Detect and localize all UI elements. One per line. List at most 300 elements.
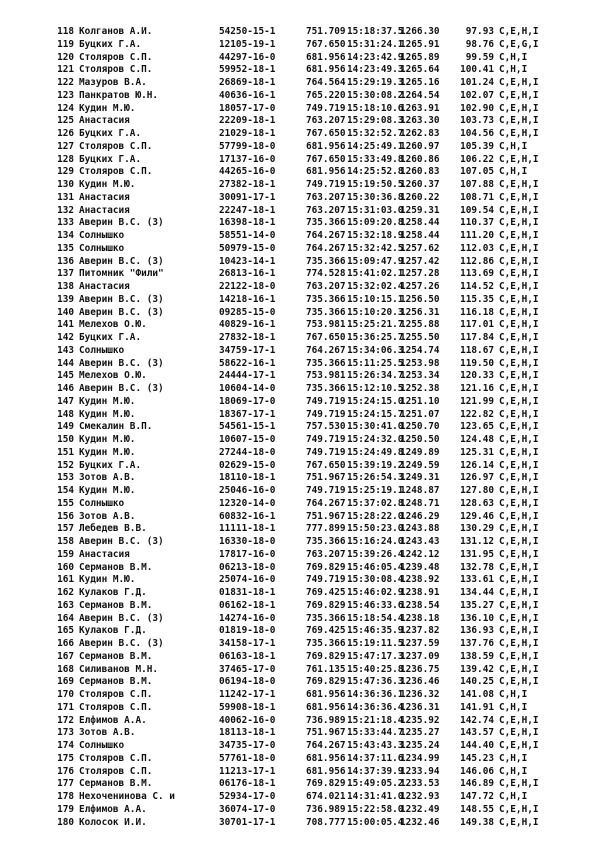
- score-cell: 139.42: [460, 663, 494, 675]
- speed-cell: 1238.91: [400, 587, 440, 598]
- distance-cell: 767.650: [306, 38, 346, 50]
- distance-cell: 763.207: [306, 115, 346, 127]
- ring-number-cell: 58622-16-1: [219, 357, 276, 369]
- ring-number-cell: 12320-14-0: [219, 497, 276, 509]
- categories-cell: C,E,H,I: [499, 434, 539, 445]
- distance-cell: 763.207: [306, 204, 346, 216]
- speed-cell: 1260.22: [400, 191, 440, 203]
- speed-cell: 1235.27: [400, 727, 440, 739]
- distance-cell: 753.981: [306, 370, 346, 382]
- place-cell: 156: [57, 510, 74, 522]
- arrival-time-cell: 15:40:25.8: [347, 663, 404, 675]
- arrival-time-cell: 15:28:22.0: [347, 510, 404, 522]
- table-row: [0, 791, 600, 804]
- categories-cell: C,E,H,I: [499, 102, 539, 114]
- distance-cell: 681.956: [306, 689, 346, 700]
- table-row: [0, 115, 600, 128]
- speed-cell: 1250.50: [400, 434, 440, 445]
- place-cell: 165: [57, 625, 74, 637]
- table-row: [0, 817, 600, 830]
- ring-number-cell: 02629-15-0: [219, 459, 276, 471]
- arrival-time-cell: 15:10:20.3: [347, 306, 404, 318]
- distance-cell: 767.650: [306, 332, 346, 343]
- categories-cell: C,E,H,I: [499, 650, 539, 662]
- arrival-time-cell: 15:32:02.4: [347, 281, 404, 292]
- score-cell: 119.50: [460, 357, 494, 369]
- table-row: [0, 523, 600, 536]
- table-row: [0, 64, 600, 77]
- arrival-time-cell: 15:34:06.3: [347, 344, 404, 356]
- distance-cell: 763.207: [306, 548, 346, 560]
- place-cell: 132: [57, 204, 74, 216]
- score-cell: 107.05: [460, 166, 494, 178]
- table-row: [0, 217, 600, 230]
- table-row: [0, 52, 600, 65]
- distance-cell: 681.956: [306, 166, 346, 178]
- categories-cell: C,E,H,I: [499, 332, 539, 343]
- owner-name-cell: Буцких Г.А.: [79, 128, 142, 139]
- table-row: [0, 256, 600, 269]
- ring-number-cell: 57761-18-0: [219, 752, 276, 764]
- categories-cell: C,E,H,I: [499, 77, 539, 88]
- speed-cell: 1233.53: [400, 778, 440, 790]
- place-cell: 139: [57, 293, 74, 305]
- speed-cell: 1260.86: [400, 153, 440, 165]
- owner-name-cell: Смекалин В.П.: [79, 421, 153, 433]
- distance-cell: 735.366: [306, 357, 346, 369]
- distance-cell: 735.366: [306, 217, 346, 229]
- place-cell: 155: [57, 497, 74, 509]
- arrival-time-cell: 15:00:05.4: [347, 816, 404, 828]
- distance-cell: 735.366: [306, 638, 346, 649]
- distance-cell: 735.366: [306, 293, 346, 305]
- table-row: [0, 447, 600, 460]
- categories-cell: C,E,H,I: [499, 115, 539, 127]
- arrival-time-cell: 15:24:49.8: [347, 446, 404, 458]
- ring-number-cell: 09285-15-0: [219, 306, 276, 318]
- owner-name-cell: Зотов А.В.: [79, 472, 136, 484]
- categories-cell: C,E,H,I: [499, 306, 539, 318]
- owner-name-cell: Аверин В.С. (З): [79, 536, 164, 547]
- categories-cell: C,E,H,I: [499, 612, 539, 624]
- score-cell: 136.93: [460, 625, 494, 637]
- table-row: [0, 90, 600, 103]
- table-row: [0, 103, 600, 116]
- distance-cell: 681.956: [306, 140, 346, 152]
- ring-number-cell: 17817-16-0: [219, 548, 276, 560]
- ring-number-cell: 34158-17-1: [219, 638, 276, 649]
- distance-cell: 764.267: [306, 344, 346, 356]
- categories-cell: C,E,H,I: [499, 803, 539, 815]
- speed-cell: 1264.54: [400, 89, 440, 101]
- score-cell: 102.07: [460, 89, 494, 101]
- speed-cell: 1249.89: [400, 446, 440, 458]
- distance-cell: 749.719: [306, 434, 346, 445]
- owner-name-cell: Кудин М.Ю.: [79, 485, 136, 496]
- table-row: [0, 804, 600, 817]
- owner-name-cell: Анастасия: [79, 115, 130, 127]
- arrival-time-cell: 15:11:25.5: [347, 357, 404, 369]
- distance-cell: 681.956: [306, 765, 346, 777]
- place-cell: 171: [57, 701, 74, 713]
- speed-cell: 1256.31: [400, 306, 440, 318]
- table-row: [0, 179, 600, 192]
- score-cell: 148.55: [460, 803, 494, 815]
- owner-name-cell: Кудин М.Ю.: [79, 574, 136, 586]
- table-row: [0, 702, 600, 715]
- categories-cell: C,E,H,I: [499, 179, 539, 190]
- ring-number-cell: 27832-18-1: [219, 332, 276, 343]
- results-listing: [0, 26, 600, 829]
- place-cell: 168: [57, 663, 74, 675]
- table-row: [0, 549, 600, 562]
- distance-cell: 753.981: [306, 319, 346, 331]
- table-row: [0, 77, 600, 90]
- speed-cell: 1237.82: [400, 625, 440, 637]
- table-row: [0, 740, 600, 753]
- categories-cell: C,E,H,I: [499, 778, 539, 790]
- speed-cell: 1233.94: [400, 765, 440, 777]
- table-row: [0, 128, 600, 141]
- score-cell: 121.16: [460, 383, 494, 394]
- arrival-time-cell: 15:25:21.7: [347, 319, 404, 331]
- arrival-time-cell: 15:47:17.3: [347, 650, 404, 662]
- arrival-time-cell: 15:32:42.5: [347, 242, 404, 254]
- owner-name-cell: Серманов В.М.: [79, 650, 153, 662]
- distance-cell: 769.829: [306, 778, 346, 790]
- score-cell: 115.35: [460, 293, 494, 305]
- score-cell: 149.38: [460, 816, 494, 828]
- table-row: [0, 243, 600, 256]
- table-row: [0, 651, 600, 664]
- categories-cell: C,E,H,I: [499, 638, 539, 649]
- owner-name-cell: Силиванов М.Н.: [79, 663, 159, 675]
- table-row: [0, 485, 600, 498]
- distance-cell: 769.829: [306, 676, 346, 688]
- ring-number-cell: 06176-18-1: [219, 778, 276, 790]
- ring-number-cell: 59952-18-1: [219, 64, 276, 76]
- score-cell: 118.67: [460, 344, 494, 356]
- ring-number-cell: 06162-18-1: [219, 599, 276, 611]
- arrival-time-cell: 15:46:02.9: [347, 587, 404, 598]
- speed-cell: 1262.83: [400, 128, 440, 139]
- owner-name-cell: Аверин В.С. (З): [79, 293, 164, 305]
- distance-cell: 681.956: [306, 64, 346, 76]
- place-cell: 172: [57, 714, 74, 726]
- categories-cell: C,E,H,I: [499, 281, 539, 292]
- arrival-time-cell: 15:09:20.8: [347, 217, 404, 229]
- place-cell: 147: [57, 395, 74, 407]
- place-cell: 157: [57, 523, 74, 535]
- score-cell: 104.56: [460, 128, 494, 139]
- speed-cell: 1254.74: [400, 344, 440, 356]
- owner-name-cell: Анастасия: [79, 548, 130, 560]
- categories-cell: C,E,H,I: [499, 740, 539, 751]
- table-row: [0, 281, 600, 294]
- place-cell: 119: [57, 38, 74, 50]
- ring-number-cell: 24444-17-1: [219, 370, 276, 382]
- place-cell: 127: [57, 140, 74, 152]
- distance-cell: 708.777: [306, 816, 346, 828]
- speed-cell: 1236.32: [400, 689, 440, 700]
- speed-cell: 1237.09: [400, 650, 440, 662]
- score-cell: 127.80: [460, 485, 494, 496]
- speed-cell: 1236.75: [400, 663, 440, 675]
- score-cell: 116.18: [460, 306, 494, 318]
- owner-name-cell: Серманов В.М.: [79, 778, 153, 790]
- score-cell: 147.72: [460, 791, 494, 802]
- categories-cell: C,E,H,I: [499, 395, 539, 407]
- place-cell: 129: [57, 166, 74, 178]
- speed-cell: 1248.71: [400, 497, 440, 509]
- arrival-time-cell: 15:39:26.4: [347, 548, 404, 560]
- table-row: [0, 434, 600, 447]
- table-row: [0, 154, 600, 167]
- distance-cell: 751.709: [306, 26, 346, 37]
- ring-number-cell: 10423-14-1: [219, 255, 276, 267]
- distance-cell: 749.719: [306, 574, 346, 586]
- ring-number-cell: 27244-18-0: [219, 446, 276, 458]
- owner-name-cell: Панкратов Ю.Н.: [79, 89, 159, 101]
- score-cell: 109.54: [460, 204, 494, 216]
- owner-name-cell: Аверин В.С. (З): [79, 612, 164, 624]
- speed-cell: 1256.50: [400, 293, 440, 305]
- table-row: [0, 294, 600, 307]
- table-row: [0, 230, 600, 243]
- score-cell: 137.76: [460, 638, 494, 649]
- distance-cell: 735.366: [306, 612, 346, 624]
- place-cell: 177: [57, 778, 74, 790]
- place-cell: 145: [57, 370, 74, 382]
- categories-cell: C,H,I: [499, 752, 528, 764]
- categories-cell: C,E,H,I: [499, 446, 539, 458]
- table-row: [0, 676, 600, 689]
- owner-name-cell: Елфимов А.А.: [79, 714, 147, 726]
- categories-cell: C,E,H,I: [499, 383, 539, 394]
- arrival-time-cell: 15:33:44.7: [347, 727, 404, 739]
- categories-cell: C,E,H,I: [499, 816, 539, 828]
- table-row: [0, 689, 600, 702]
- place-cell: 128: [57, 153, 74, 165]
- owner-name-cell: Колганов А.И.: [79, 26, 153, 37]
- score-cell: 113.69: [460, 268, 494, 280]
- ring-number-cell: 25074-16-0: [219, 574, 276, 586]
- speed-cell: 1234.99: [400, 752, 440, 764]
- distance-cell: 761.135: [306, 663, 346, 675]
- owner-name-cell: Солнышко: [79, 242, 125, 254]
- distance-cell: 674.021: [306, 791, 346, 802]
- ring-number-cell: 30701-17-1: [219, 816, 276, 828]
- table-row: [0, 498, 600, 511]
- place-cell: 174: [57, 740, 74, 751]
- speed-cell: 1257.42: [400, 255, 440, 267]
- distance-cell: 767.650: [306, 459, 346, 471]
- ring-number-cell: 22122-18-0: [219, 281, 276, 292]
- categories-cell: C,E,H,I: [499, 26, 539, 37]
- categories-cell: C,E,H,I: [499, 421, 539, 433]
- categories-cell: C,E,H,I: [499, 268, 539, 280]
- speed-cell: 1255.50: [400, 332, 440, 343]
- arrival-time-cell: 15:32:52.7: [347, 128, 404, 139]
- table-row: [0, 638, 600, 651]
- place-cell: 169: [57, 676, 74, 688]
- table-row: [0, 472, 600, 485]
- table-row: [0, 421, 600, 434]
- categories-cell: C,E,H,I: [499, 714, 539, 726]
- ring-number-cell: 16330-18-0: [219, 536, 276, 547]
- arrival-time-cell: 15:26:54.3: [347, 472, 404, 484]
- distance-cell: 736.989: [306, 714, 346, 726]
- place-cell: 143: [57, 344, 74, 356]
- ring-number-cell: 25046-16-0: [219, 485, 276, 496]
- arrival-time-cell: 15:25:19.1: [347, 485, 404, 496]
- ring-number-cell: 58551-14-0: [219, 230, 276, 241]
- score-cell: 125.31: [460, 446, 494, 458]
- arrival-time-cell: 14:25:52.8: [347, 166, 404, 178]
- ring-number-cell: 18367-17-1: [219, 408, 276, 420]
- ring-number-cell: 34759-17-1: [219, 344, 276, 356]
- categories-cell: C,E,H,I: [499, 230, 539, 241]
- categories-cell: C,E,H,I: [499, 319, 539, 331]
- place-cell: 137: [57, 268, 74, 280]
- categories-cell: C,E,H,I: [499, 408, 539, 420]
- arrival-time-cell: 14:31:41.0: [347, 791, 404, 802]
- score-cell: 101.24: [460, 77, 494, 88]
- table-row: [0, 192, 600, 205]
- score-cell: 134.44: [460, 587, 494, 598]
- table-row: [0, 715, 600, 728]
- ring-number-cell: 57799-18-0: [219, 140, 276, 152]
- arrival-time-cell: 15:30:36.8: [347, 191, 404, 203]
- score-cell: 131.95: [460, 548, 494, 560]
- score-cell: 142.74: [460, 714, 494, 726]
- owner-name-cell: Кудин М.Ю.: [79, 434, 136, 445]
- place-cell: 161: [57, 574, 74, 586]
- table-row: [0, 766, 600, 779]
- categories-cell: C,E,H,I: [499, 242, 539, 254]
- score-cell: 124.48: [460, 434, 494, 445]
- owner-name-cell: Столяров С.П.: [79, 752, 153, 764]
- speed-cell: 1257.26: [400, 281, 440, 292]
- place-cell: 179: [57, 803, 74, 815]
- place-cell: 180: [57, 816, 74, 828]
- categories-cell: C,E,H,I: [499, 153, 539, 165]
- owner-name-cell: Анастасия: [79, 281, 130, 292]
- score-cell: 112.03: [460, 242, 494, 254]
- table-row: [0, 562, 600, 575]
- distance-cell: 765.220: [306, 89, 346, 101]
- distance-cell: 681.956: [306, 701, 346, 713]
- table-row: [0, 370, 600, 383]
- categories-cell: C,E,H,I: [499, 89, 539, 101]
- table-row: [0, 536, 600, 549]
- distance-cell: 735.366: [306, 255, 346, 267]
- place-cell: 126: [57, 128, 74, 139]
- arrival-time-cell: 14:23:42.9: [347, 51, 404, 63]
- arrival-time-cell: 15:37:02.8: [347, 497, 404, 509]
- categories-cell: C,E,H,I: [499, 217, 539, 229]
- speed-cell: 1236.46: [400, 676, 440, 688]
- distance-cell: 735.366: [306, 383, 346, 394]
- arrival-time-cell: 15:10:15.1: [347, 293, 404, 305]
- speed-cell: 1232.49: [400, 803, 440, 815]
- categories-cell: C,H,I: [499, 166, 528, 178]
- place-cell: 124: [57, 102, 74, 114]
- categories-cell: C,E,H,I: [499, 727, 539, 739]
- speed-cell: 1255.88: [400, 319, 440, 331]
- ring-number-cell: 27382-18-1: [219, 179, 276, 190]
- distance-cell: 767.650: [306, 128, 346, 139]
- ring-number-cell: 16398-18-1: [219, 217, 276, 229]
- place-cell: 118: [57, 26, 74, 37]
- ring-number-cell: 52934-17-0: [219, 791, 276, 802]
- speed-cell: 1253.34: [400, 370, 440, 382]
- arrival-time-cell: 15:32:18.9: [347, 230, 404, 241]
- owner-name-cell: Буцких Г.А.: [79, 332, 142, 343]
- arrival-time-cell: 14:37:39.9: [347, 765, 404, 777]
- score-cell: 133.61: [460, 574, 494, 586]
- categories-cell: C,H,I: [499, 701, 528, 713]
- distance-cell: 763.207: [306, 191, 346, 203]
- categories-cell: C,E,H,I: [499, 663, 539, 675]
- arrival-time-cell: 15:50:23.0: [347, 523, 404, 535]
- distance-cell: 757.530: [306, 421, 346, 433]
- categories-cell: C,E,H,I: [499, 204, 539, 216]
- owner-name-cell: Анастасия: [79, 191, 130, 203]
- score-cell: 110.37: [460, 217, 494, 229]
- place-cell: 138: [57, 281, 74, 292]
- arrival-time-cell: 15:29:19.3: [347, 77, 404, 88]
- place-cell: 164: [57, 612, 74, 624]
- arrival-time-cell: 15:22:58.0: [347, 803, 404, 815]
- owner-name-cell: Зотов А.В.: [79, 510, 136, 522]
- ring-number-cell: 54561-15-1: [219, 421, 276, 433]
- distance-cell: 681.956: [306, 51, 346, 63]
- distance-cell: 777.899: [306, 523, 346, 535]
- arrival-time-cell: 15:29:08.3: [347, 115, 404, 127]
- place-cell: 153: [57, 472, 74, 484]
- arrival-time-cell: 15:33:49.8: [347, 153, 404, 165]
- owner-name-cell: Кудин М.Ю.: [79, 395, 136, 407]
- table-row: [0, 396, 600, 409]
- score-cell: 114.52: [460, 281, 494, 292]
- owner-name-cell: Столяров С.П.: [79, 140, 153, 152]
- arrival-time-cell: 15:16:24.0: [347, 536, 404, 547]
- place-cell: 163: [57, 599, 74, 611]
- place-cell: 136: [57, 255, 74, 267]
- place-cell: 148: [57, 408, 74, 420]
- ring-number-cell: 30091-17-1: [219, 191, 276, 203]
- speed-cell: 1243.88: [400, 523, 440, 535]
- owner-name-cell: Серманов В.М.: [79, 561, 153, 573]
- arrival-time-cell: 15:39:19.2: [347, 459, 404, 471]
- speed-cell: 1253.98: [400, 357, 440, 369]
- table-row: [0, 39, 600, 52]
- table-row: [0, 166, 600, 179]
- categories-cell: C,E,H,I: [499, 625, 539, 637]
- speed-cell: 1257.28: [400, 268, 440, 280]
- score-cell: 100.41: [460, 64, 494, 76]
- categories-cell: C,E,H,I: [499, 128, 539, 139]
- ring-number-cell: 01831-18-1: [219, 587, 276, 598]
- owner-name-cell: Аверин В.С. (З): [79, 255, 164, 267]
- owner-name-cell: Зотов А.В.: [79, 727, 136, 739]
- ring-number-cell: 44265-16-0: [219, 166, 276, 178]
- speed-cell: 1259.31: [400, 204, 440, 216]
- owner-name-cell: Питомник "Фили": [79, 268, 164, 280]
- arrival-time-cell: 15:26:34.7: [347, 370, 404, 382]
- distance-cell: 749.719: [306, 485, 346, 496]
